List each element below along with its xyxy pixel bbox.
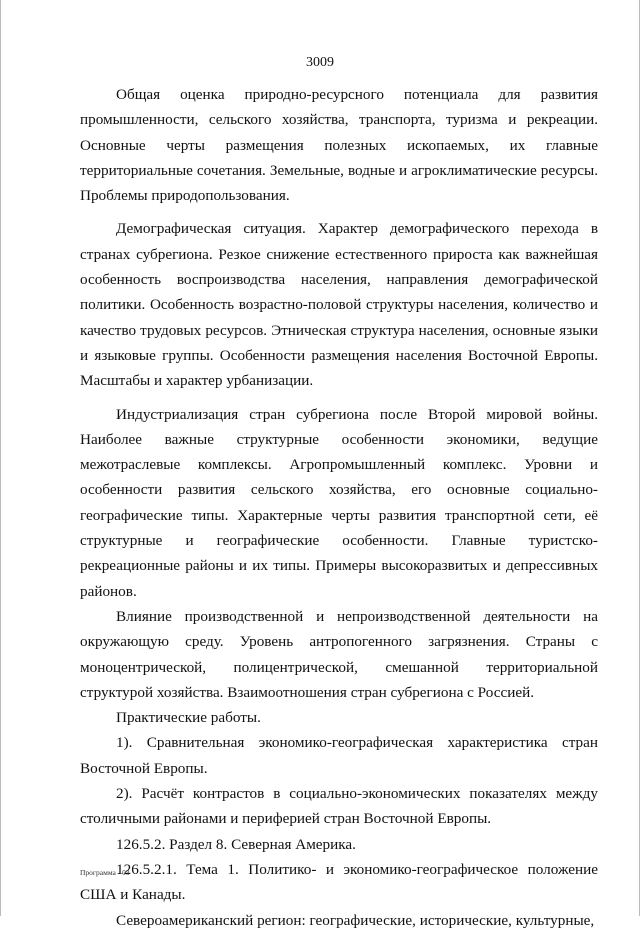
footer-label: Программа - 03 <box>80 868 130 877</box>
paragraph-natural-resources: Общая оценка природно-ресурсного потенциала для развития промышленности, сельского хозяйства, транспорта, туризма и рекреации. Основные черты размещения полезных ископаемых, их главные территориальные сочетания. Земельные, водные и агроклиматические ресурсы. Проблемы природопользования. <box>80 86 598 205</box>
paragraph-environment: Влияние производственной и непроизводственной деятельности на окружающую среду. Уровень антропогенного загрязнения. Страны с моноцентрической, полицентрической, смешанной территориальной структурой хозяйства. Взаимоотношения стран субрегиона с Россией. <box>80 607 598 701</box>
paragraph-practical-works: Практические работы. <box>116 709 261 727</box>
page-number: 3009 <box>306 55 334 70</box>
paragraph-industrialization: Индустриализация стран субрегиона после Второй мировой войны. Наиболее важные структурные особенности экономики, ведущие межотраслевые комплексы. Агропромышленный комплекс. Уровни и особенности развития сельского хозяйства, его основные социально-географические типы. Характерные черты развития транспортной сети, её структурные и географические особенности. Главные туристско-рекреационные районы и их типы. Примеры высокоразвитых и депрессивных районов. <box>80 405 598 600</box>
topic-heading: 126.5.2.1. Тема 1. Политико- и экономико-географическое положение США и Канады. <box>80 860 598 904</box>
paragraph-practical-2: 2). Расчёт контрастов в социально-экономических показателях между столичными районами и периферией стран Восточной Европы. <box>80 785 598 828</box>
scan-left-edge <box>0 0 1 916</box>
document-body <box>80 82 598 933</box>
paragraph-practical-1: 1). Сравнительная экономико-географическая характеристика стран Восточной Европы. <box>80 734 598 777</box>
paragraph-demography: Демографическая ситуация. Характер демографического перехода в странах субрегиона. Резкое снижение естественного прироста как важнейшая особенность воспроизводства населения, направления демографической политики. Особенность возрастно-половой структуры населения, количество и качество трудовых ресурсов. Этническая структура населения, основные языки и языковые группы. Особенности размещения населения Восточной Европы. Масштабы и характер урбанизации. <box>80 220 598 390</box>
section-heading: 126.5.2. Раздел 8. Северная Америка. <box>116 835 356 853</box>
paragraph-north-america: Североамериканский регион: географические, исторические, культурные, <box>116 911 595 929</box>
